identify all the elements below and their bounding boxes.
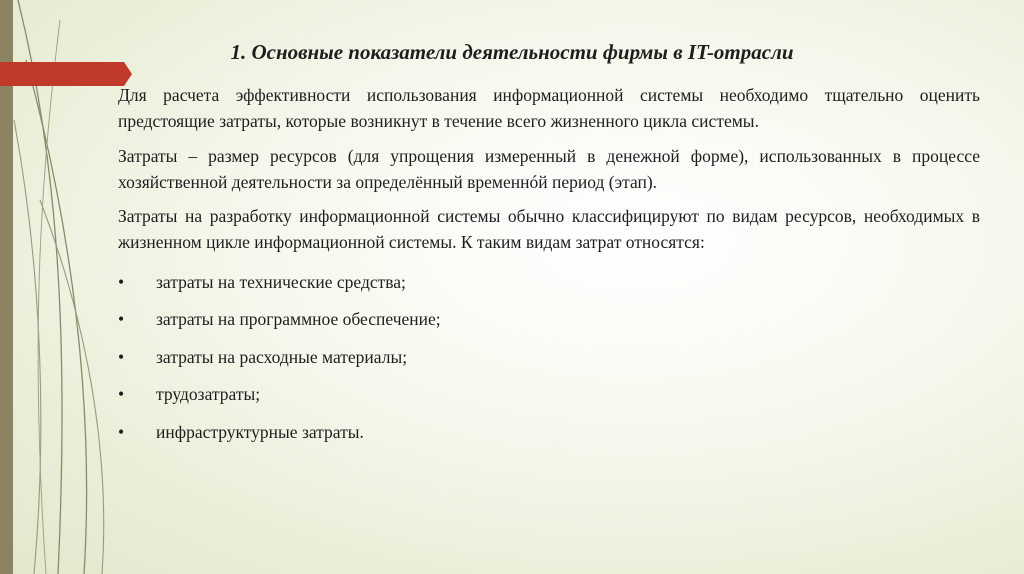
list-item-text: затраты на технические средства; (156, 271, 406, 292)
slide-title: 1. Основные показатели деятельности фирмы в IT-отрасли (230, 40, 794, 64)
list-item-text: затраты на расходные материалы; (156, 346, 408, 367)
list-item (118, 301, 980, 339)
paragraph-1: Для расчета эффективности использования информационной системы необходимо тщательно оценить предстоящие затраты, которые возникнут в течение всего жизненного цикла системы. (118, 85, 980, 132)
bullet-icon: • (118, 421, 125, 442)
list-item-text: затраты на программное обеспечение; (156, 309, 441, 329)
bullet-icon: • (118, 384, 125, 404)
list-item (118, 264, 980, 302)
list-item (118, 376, 980, 414)
bullet-icon: • (118, 271, 125, 292)
cost-types-list (118, 264, 980, 452)
bullet-icon: • (118, 309, 125, 329)
paragraph-3: Затраты на разработку информационной системы обычно классифицируют по видам ресурсов, необходимых в жизненном цикле информационной системы. К таким видам затрат относятся: (118, 206, 980, 253)
list-item (118, 414, 980, 452)
list-item (118, 339, 980, 377)
bullet-icon: • (118, 346, 125, 367)
list-item-text: трудозатраты; (156, 384, 261, 404)
paragraph-2: Затраты – размер ресурсов (для упрощения измеренный в денежной форме), использованных в процессе хозяйственной деятельности за определённый временнóй период (этап). (118, 145, 980, 192)
slide-content (118, 82, 980, 451)
list-item-text: инфраструктурные затраты. (156, 421, 364, 442)
